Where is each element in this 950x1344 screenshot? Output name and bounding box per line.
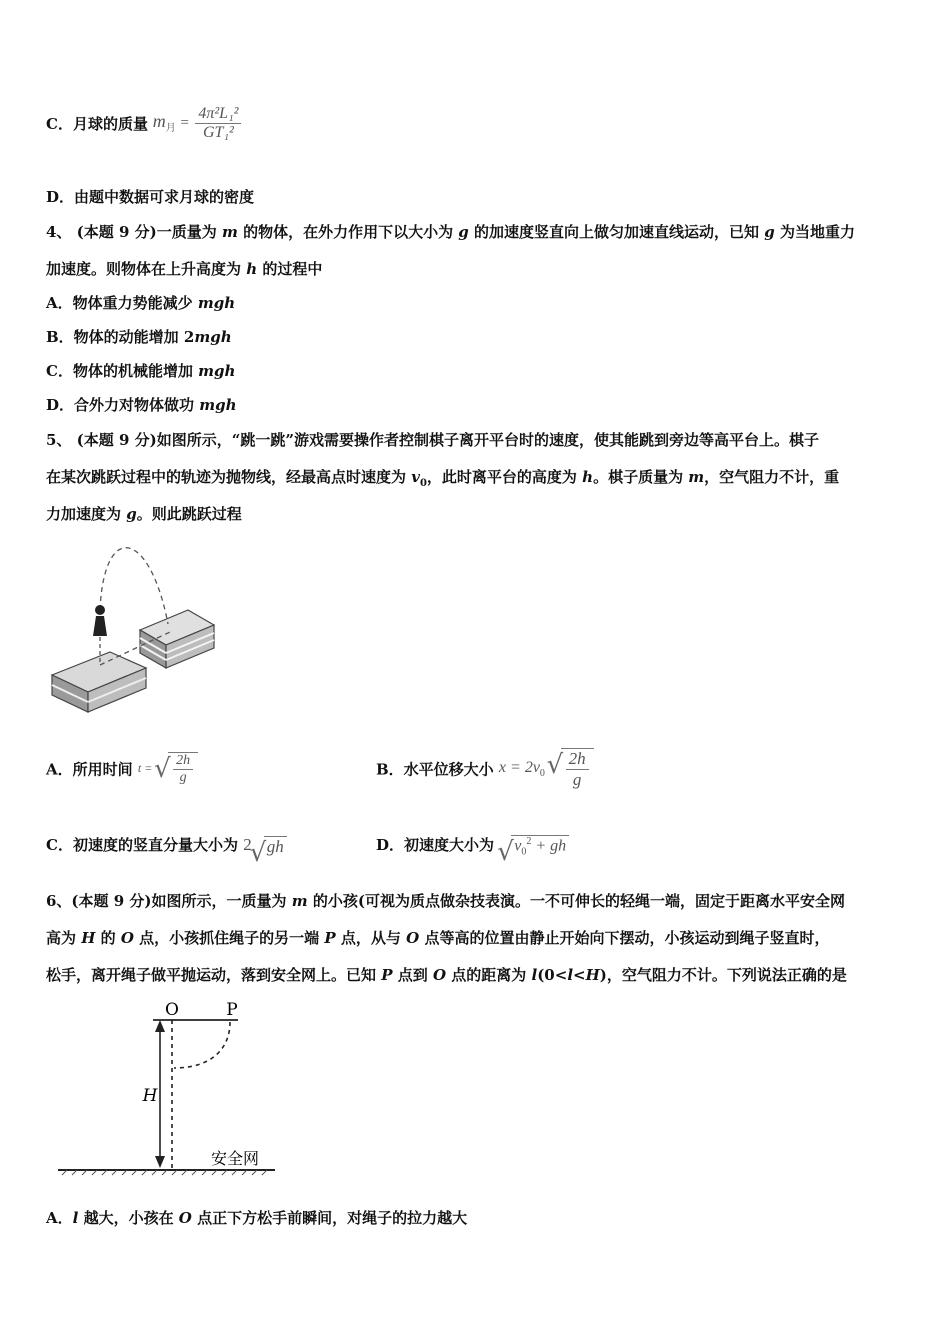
q5-option-c: C．初速度的竖直分量大小为 2√ gh xyxy=(46,834,287,857)
pendulum-figure xyxy=(50,996,290,1186)
q4-stem-line1: 4、 (本题 9 分)一质量为 m 的物体，在外力作用下以大小为 g 的加速度竖直向上做匀加速直线运动，已知 g 为当地重力 xyxy=(46,223,855,241)
q6-stem-line2: 高为 H 的 O 点，小孩抓住绳子的另一端 P 点，从与 O 点等高的位置由静止开始向下摆动，小孩运动到绳子竖直时， xyxy=(46,929,830,947)
q6-option-a: A．l 越大，小孩在 O 点正下方松手前瞬间，对绳子的拉力越大 xyxy=(46,1209,468,1227)
q6-stem-line1: 6、(本题 9 分)如图所示，一质量为 m 的小孩(可视为质点做杂技表演。一不可伸长的轻绳一端，固定于距离水平安全网 xyxy=(46,892,845,910)
q4-option-d: D．合外力对物体做功 mgh xyxy=(46,396,237,414)
point-p-label: P xyxy=(226,1000,238,1020)
safety-net-label: 安全网 xyxy=(210,1149,260,1168)
q3-option-d: D．由题中数据可求月球的密度 xyxy=(46,188,255,206)
q4-option-a: A．物体重力势能减少 mgh xyxy=(46,294,236,312)
q3-option-c-label: C．月球的质量 xyxy=(46,115,148,133)
q5-stem-line1: 5、 (本题 9 分)如图所示，“跳一跳”游戏需要操作者控制棋子离开平台时的速度，使其能跳到旁边等高平台上。棋子 xyxy=(46,431,819,449)
q5-option-a: A．所用时间 t = √ $\frac{2h}{g}$ xyxy=(46,752,198,802)
q3-option-c-formula: $m_月$ = $\frac{\text{4π²L₁²}}{\text{GT₁²}}$ xyxy=(153,115,244,131)
q5-option-b: B．水平位移大小 $x = 2v_0$ √ $\frac{2h}{g}$ xyxy=(376,748,594,804)
jump-game-figure xyxy=(46,540,226,720)
swing-arc xyxy=(174,1022,230,1068)
q6-stem-line3: 松手，离开绳子做平抛运动，落到安全网上。已知 P 点到 O 点的距离为 l(0<l<H)，空气阻力不计。下列说法正确的是 xyxy=(46,966,847,984)
jump-trajectory xyxy=(100,548,168,624)
q4-option-b: B．物体的动能增加 2mgh xyxy=(46,328,232,346)
q4-option-c: C．物体的机械能增加 mgh xyxy=(46,362,236,380)
q4-stem-line2: 加速度。则物体在上升高度为 h 的过程中 xyxy=(46,260,323,278)
height-h-label: H xyxy=(142,1086,158,1106)
left-platform xyxy=(52,652,146,712)
point-o-label: O xyxy=(165,1000,179,1020)
q5-stem-line2: 在某次跳跃过程中的轨迹为抛物线，经最高点时速度为 $v_0$，此时离平台的高度为 h。棋子质量为 m，空气阻力不计，重 xyxy=(46,468,840,489)
chess-piece xyxy=(93,605,107,636)
right-platform xyxy=(140,610,214,668)
q3-option-c xyxy=(46,105,243,155)
q5-option-d: D．初速度大小为 √ $v_0^2$ + gh xyxy=(376,834,569,858)
q5-stem-line3: 力加速度为 g。则此跳跃过程 xyxy=(46,505,242,523)
